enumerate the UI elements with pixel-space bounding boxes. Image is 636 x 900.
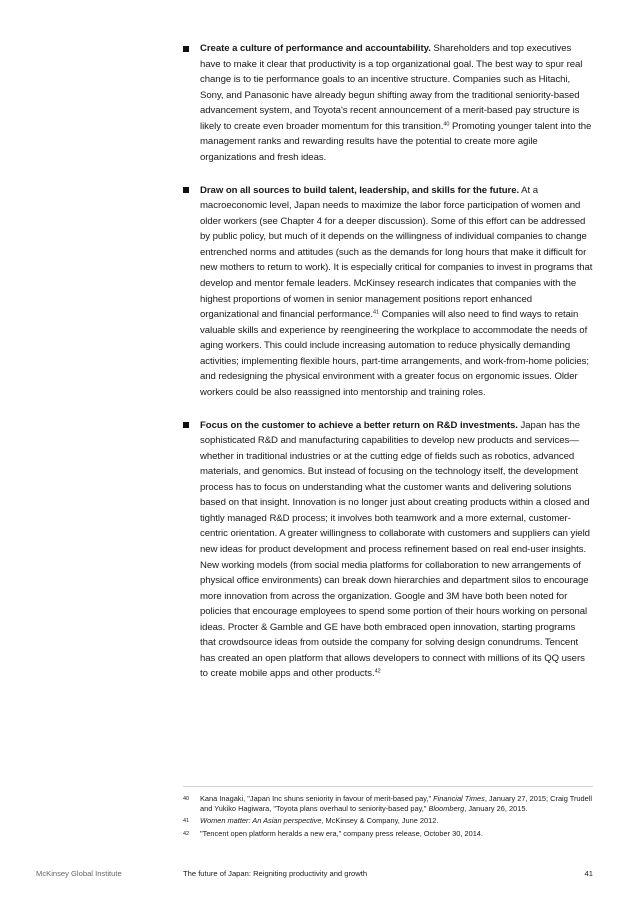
bullet-item-performance — [183, 41, 593, 165]
footnote-41 — [183, 816, 593, 826]
footnote-ref[interactable]: 42 — [374, 668, 381, 675]
footnote-42 — [183, 829, 593, 839]
footnote-text-part: Kana Inagaki, "Japan Inc shuns seniority in favour of merit-based pay," — [200, 794, 434, 803]
bullet-text-continued: Companies will also need to find ways to retain valuable skills and experience by reengineering the workplace to accommodate the needs of aging workers. This could include increasing automation to reduce physically demanding activities; implementing flexible hours, part-time arrangements, and work-from-home policies; and redesigning the physical environment with a greater focus on ergonomic issues. Older workers could be also reassigned into mentorship and training roles. — [200, 309, 589, 398]
footnote-divider — [183, 786, 593, 787]
footnote-text-part: , January 26, 2015. — [464, 804, 528, 814]
bullet-paragraph — [200, 183, 593, 401]
bullet-text: Japan has the sophisticated R&D and manufacturing capabilities to develop new products and services—whether in traditional industries or at the cutting edge of fields such as robotics, advanced materials, and genomics. But instead of focusing on the technology itself, the development process has to focus on understanding what the customer wants and delivering solutions based on that insight. Innovation is no longer just about creating products within a closed and tightly managed R&D process; it involves both teamwork and a more external, customer-centric orientation. A greater willingness to collaborate with customers and suppliers can yield new ideas for product development and process refinement based on real end-user insights. New working models (from social media platforms for collaboration to new arrangements of physical office environments) can break down hierarchies and department silos to encourage more innovation from across the organization. Google and 3M have both been noted for policies that encourage employees to spend some portion of their hours working on personal ideas. Procter & Gamble and GE have both embraced open innovation, starting programs that crowdsource ideas from outside the company for solving design conundrums. Tencent has created an open platform that allows developers to connect with millions of its QQ users to create mobile apps and other products. — [200, 419, 590, 680]
footnote-ref[interactable]: 41 — [373, 309, 380, 316]
footer-publisher: McKinsey Global Institute — [36, 869, 122, 878]
footnote-source-title: Financial Times — [433, 794, 485, 803]
footnote-number: 41 — [183, 818, 190, 825]
footnote-text — [200, 829, 593, 839]
footnote-text — [200, 816, 593, 826]
bullet-lead: Focus on the customer to achieve a better return on R&D investments. — [200, 419, 518, 431]
footnote-text-part: "Tencent open platform heralds a new era," company press release, October 30, 2014. — [200, 828, 483, 838]
bullet-item-customer — [183, 418, 593, 682]
bullet-lead: Draw on all sources to build talent, leadership, and skills for the future. — [200, 184, 520, 196]
footnote-text — [200, 794, 593, 814]
footnote-text-part: , McKinsey & Company, June 2012. — [321, 816, 439, 826]
footnote-text-part: , January 27, 2015; Craig Trudell and Yukiko Hagiwara, "Toyota plans overhaul to seniority-based pay," — [200, 794, 593, 814]
page-number: 41 — [584, 869, 593, 878]
bullet-item-talent — [183, 183, 593, 401]
bullet-text-continued: Promoting younger talent into the management ranks and rewarding results have the potential to create more agile organizations and fresh ideas. — [200, 120, 592, 163]
footnote-ref[interactable]: 40 — [443, 121, 450, 128]
footnote-number: 42 — [183, 830, 190, 837]
bullet-square-icon — [183, 422, 189, 428]
bullet-square-icon — [183, 187, 189, 193]
footnote-number: 40 — [183, 796, 190, 802]
bullet-paragraph — [200, 418, 593, 682]
footnote-source-title: Women matter: An Asian perspective — [200, 816, 322, 826]
footnote-source-title: Bloomberg — [428, 804, 465, 814]
bullet-text: Shareholders and top executives have to make it clear that productivity is a top organizational goal. The best way to spur real change is to tie performance goals to an incentive structure. Companies such as Hitachi, Sony, and Panasonic have already begun shifting away from the traditional seniority-based advancement system, and Toyota's recent announcement of a merit-based pay structure is likely to create even broader momentum for this transition. — [200, 43, 583, 132]
bullet-lead: Create a culture of performance and accountability. — [200, 43, 431, 54]
bullet-square-icon — [183, 46, 189, 52]
footnote-40 — [183, 794, 593, 814]
bullet-text: At a macroeconomic level, Japan needs to maximize the labor force participation of women and older workers (see Chapter 4 for a deeper discussion). Some of this effort can be addressed by public policy, but much of it depends on the willingness of individual companies to change entrenched norms and attitudes (such as the demands for long hours that make it difficult for new mothers to return to work). It is especially critical for companies to invest in programs that develop and mentor female leaders. McKinsey research indicates that companies with the highest proportions of women in senior management positions report enhanced organizational and financial performance. — [200, 184, 593, 321]
footer-report-title: The future of Japan: Reigniting productivity and growth — [183, 869, 368, 878]
bullet-paragraph — [200, 41, 593, 165]
footnotes — [183, 794, 593, 841]
bullet-list — [183, 41, 593, 699]
